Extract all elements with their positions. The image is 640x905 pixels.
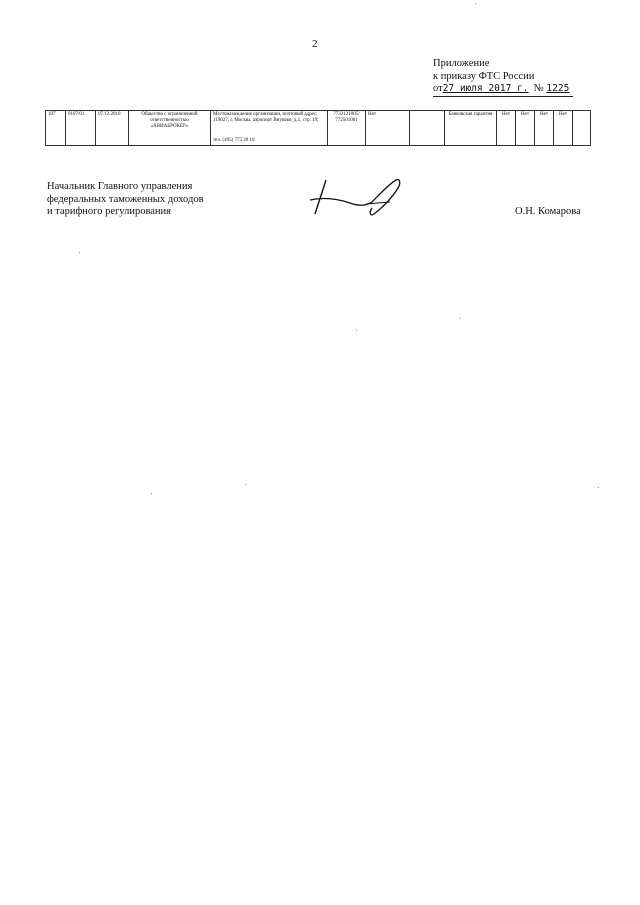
table-row — [46, 111, 591, 146]
number-prefix: № — [533, 83, 544, 94]
appendix-order-date-line — [433, 83, 569, 96]
scan-speck — [245, 484, 246, 485]
scan-speck — [79, 252, 80, 253]
cell-col13: Нет — [554, 111, 573, 146]
scan-speck — [598, 487, 599, 488]
cell-inn-kpp: 7732121005/ 772501001 — [328, 111, 366, 146]
signer-name: О.Н. Комарова — [515, 206, 581, 217]
cell-col7 — [410, 111, 445, 146]
page-number: 2 — [312, 38, 318, 50]
appendix-header — [433, 58, 569, 96]
appendix-order: к приказу ФТС России — [433, 70, 535, 82]
cell-org-name: Общество с ограниченной ответственностью «АВИАБРОКЕР» — [129, 111, 211, 146]
cell-col14 — [573, 111, 591, 146]
cell-address — [211, 111, 328, 146]
address-text: Местонахождение организации, почтовый адрес: 119027, г. Москва, аэропорт Внуково, д.1, стр. 19; — [213, 112, 319, 123]
position-line-2: федеральных таможенных доходов — [47, 193, 204, 205]
position-line-3: и тарифного регулирования — [47, 206, 171, 217]
date-prefix: от — [433, 83, 443, 94]
appendix-title: Приложение — [433, 58, 490, 69]
order-date: 27 июля 2017 г. — [442, 83, 529, 94]
order-number: 1225 — [546, 83, 570, 94]
cell-col11: Нет — [516, 111, 535, 146]
cell-reg-number: 0107/01 — [66, 111, 96, 146]
scan-speck — [460, 318, 461, 319]
registry-table — [45, 110, 591, 146]
scan-speck — [475, 3, 476, 4]
order-underline — [433, 96, 573, 97]
scan-speck — [356, 330, 357, 331]
handwritten-signature — [306, 176, 406, 221]
cell-num: 107 — [46, 111, 66, 146]
phone-text: тел. (495) 775 20 10 — [213, 138, 255, 143]
cell-col6: Нет — [366, 111, 410, 146]
scan-speck — [151, 493, 152, 494]
cell-col10: Нет — [497, 111, 516, 146]
cell-date: 07.12.2010 — [96, 111, 129, 146]
cell-col12: Нет — [535, 111, 554, 146]
cell-guarantee: Банковская гарантия — [445, 111, 497, 146]
position-line-1: Начальник Главного управления — [47, 181, 193, 192]
signer-position — [47, 181, 204, 219]
